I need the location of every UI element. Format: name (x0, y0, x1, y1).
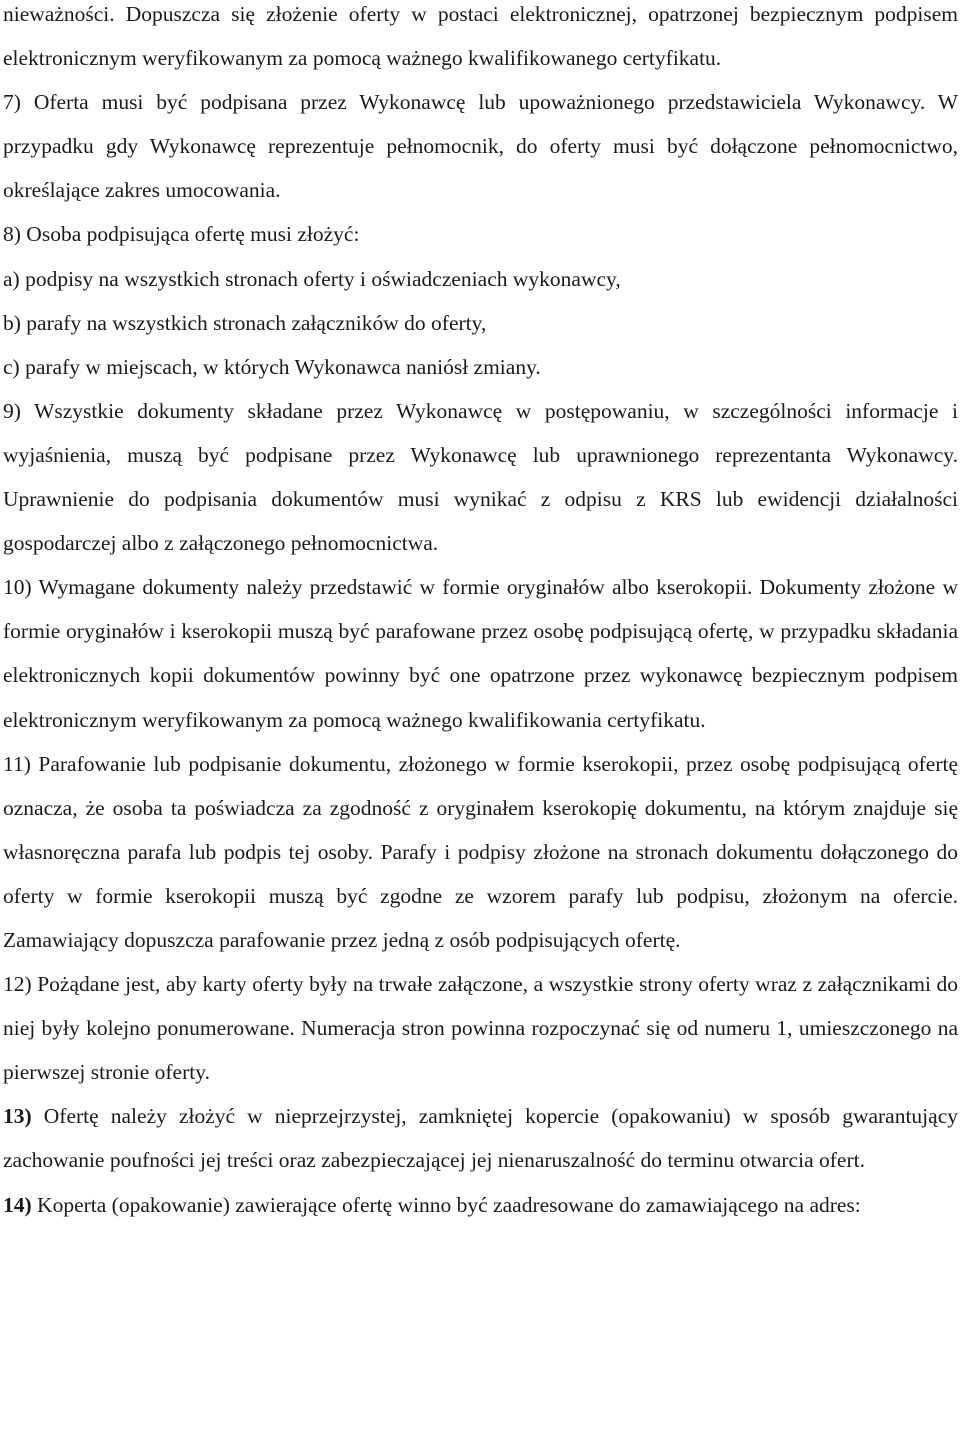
list-item-text: a) podpisy na wszystkich stronach oferty i oświadczeniach wykonawcy, (3, 266, 621, 291)
paragraph-text: Wszystkie dokumenty składane przez Wykonawcę w postępowaniu, w szczególności informacje i wyjaśnienia, muszą być podpisane przez Wykonawcę lub uprawnionego reprezentanta Wykonawcy. Uprawnienie do podpisania dokumentów musi wynikać z odpisu z KRS lub ewidencji działalności gospodarczej albo z załączonego pełnomocnictwa. (3, 398, 958, 556)
paragraph-number: 9) (3, 398, 21, 423)
paragraph-text: Wymagane dokumenty należy przedstawić w formie oryginałów albo kserokopii. Dokumenty złożone w formie oryginałów i kserokopii muszą być parafowane przez osobę podpisującą ofertę, w przypadku składania elektronicznych kopii dokumentów powinny być one opatrzone przez wykonawcę bezpiecznym podpisem elektronicznym weryfikowanym za pomocą ważnego kwalifikowania certyfikatu. (3, 575, 958, 732)
paragraph-14 (3, 1183, 958, 1227)
paragraph-intro (3, 0, 958, 80)
paragraph-text: Oferta musi być podpisana przez Wykonawcę lub upoważnionego przedstawiciela Wykonawcy. W przypadku gdy Wykonawcę reprezentuje pełnomocnik, do oferty musi być dołączone pełnomocnictwo, określające zakres umocowania. (3, 90, 959, 203)
list-item-8a (3, 257, 958, 301)
paragraph-number: 8) (3, 222, 21, 247)
paragraph-12 (3, 962, 958, 1094)
paragraph-11 (3, 742, 958, 962)
list-item-8c (3, 345, 958, 389)
paragraph-number: 11) (3, 751, 31, 776)
paragraph-number: 14) (3, 1192, 32, 1217)
paragraph-number: 12) (3, 972, 32, 997)
paragraph-10 (3, 565, 958, 741)
paragraph-number: 13) (3, 1104, 32, 1129)
paragraph-text: Koperta (opakowanie) zawierające ofertę winno być zaadresowane do zamawiającego na adres: (37, 1192, 861, 1217)
paragraph-text: Ofertę należy złożyć w nieprzejrzystej, zamkniętej kopercie (opakowaniu) w sposób gwarantujący zachowanie poufności jej treści oraz zabezpieczającej jej nienaruszalność do terminu otwarcia ofert. (3, 1104, 958, 1173)
list-item-text: c) parafy w miejscach, w których Wykonawca naniósł zmiany. (3, 354, 541, 379)
paragraph-13 (3, 1094, 958, 1182)
paragraph-number: 7) (3, 90, 21, 115)
list-item-8b (3, 301, 958, 345)
paragraph-text: nieważności. Dopuszcza się złożenie oferty w postaci elektronicznej, opatrzonej bezpiecznym podpisem elektronicznym weryfikowanym za pomocą ważnego kwalifikowanego certyfikatu. (3, 2, 958, 71)
paragraph-8 (3, 212, 958, 256)
list-item-text: b) parafy na wszystkich stronach załączników do oferty, (3, 310, 487, 335)
paragraph-text: Pożądane jest, aby karty oferty były na trwałe załączone, a wszystkie strony oferty wraz z załącznikami do niej były kolejno ponumerowane. Numeracja stron powinna rozpoczynać się od numeru 1, umieszczonego na pierwszej stronie oferty. (3, 972, 959, 1085)
paragraph-text: Parafowanie lub podpisanie dokumentu, złożonego w formie kserokopii, przez osobę podpisującą ofertę oznacza, że osoba ta poświadcza za zgodność z oryginałem kserokopię dokumentu, na którym znajduje się własnoręczna parafa lub podpis tej osoby. Parafy i podpisy złożone na stronach dokumentu dołączonego do oferty w formie kserokopii muszą być zgodne ze wzorem parafy lub podpisu, złożonym na ofercie. Zamawiający dopuszcza parafowanie przez jedną z osób podpisujących ofertę. (3, 751, 959, 952)
paragraph-7 (3, 80, 958, 212)
paragraph-number: 10) (3, 575, 32, 600)
paragraph-text: Osoba podpisująca ofertę musi złożyć: (26, 222, 360, 247)
paragraph-9 (3, 389, 958, 565)
